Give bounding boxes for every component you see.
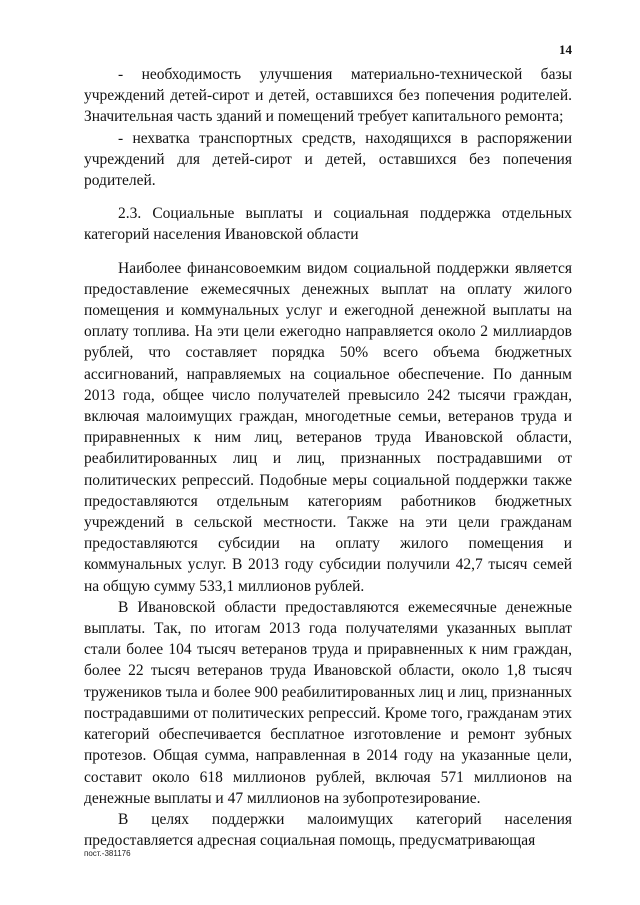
footer-code: пост.-381176: [84, 849, 131, 858]
document-body: [84, 64, 572, 851]
paragraph-ivanovo-payments: В Ивановской области предоставляются ежемесячные денежные выплаты. Так, по итогам 2013 года получателями указанных выплат стали более 104 тысяч ветеранов труда и приравненных к ним граждан, более 22 тысяч ветеранов труда Ивановской области, около 1,8 тысяч тружеников тыла и более 900 реабилитированных лиц и лиц, признанных пострадавшими от политических репрессий. Кроме того, гражданам этих категорий обеспечивается бесплатное изготовление и ремонт зубных протезов. Общая сумма, направленная в 2014 году на указанные цели, составит около 618 миллионов рублей, включая 571 миллионов на денежные выплаты и 47 миллионов на зубопротезирование.: [84, 598, 572, 807]
page-number: 14: [559, 42, 572, 57]
section-heading: 2.3. Социальные выплаты и социальная поддержка отдельных категорий населения Ивановской области: [84, 205, 572, 244]
paragraph-targeted-assistance: В целях поддержки малоимущих категорий населения предоставляется адресная социальная помощь, предусматривающая: [84, 810, 572, 850]
list-item-material-base: - необходимость улучшения материально-технической базы учреждений детей-сирот и детей, оставшихся без попечения родителей. Значительная часть зданий и помещений требует капитального ремонта;: [84, 66, 572, 126]
paragraph-monthly-payments: Наиболее финансовоемким видом социальной поддержки является предоставление ежемесячных денежных выплат на оплату жилого помещения и коммунальных услуг и ежегодной денежной выплаты на оплату топлива. На эти цели ежегодно направляется около 2 миллиардов рублей, что составляет порядка 50% всего объема бюджетных ассигнований, направляемых на социальное обеспечение. По данным 2013 года, общее число получателей превысило 242 тысячи граждан, включая малоимущих граждан, многодетные семьи, ветеранов труда и приравненных к ним лиц, ветеранов труда Ивановской области, реабилитированных лиц и лиц, признанных пострадавшими от политических репрессий. Подобные меры социальной поддержки также предоставляются отдельным категориям работников бюджетных учреждений в сельской местности. Также на эти цели гражданам предоставляются субсидии на оплату жилого помещения и коммунальных услуг. В 2013 году субсидии получили 42,7 тысяч семей на общую сумму 533,1 миллионов рублей.: [84, 259, 572, 595]
list-item-transport: - нехватка транспортных средств, находящихся в распоряжении учреждений для детей-сирот и детей, оставшихся без попечения родителей.: [84, 129, 572, 190]
